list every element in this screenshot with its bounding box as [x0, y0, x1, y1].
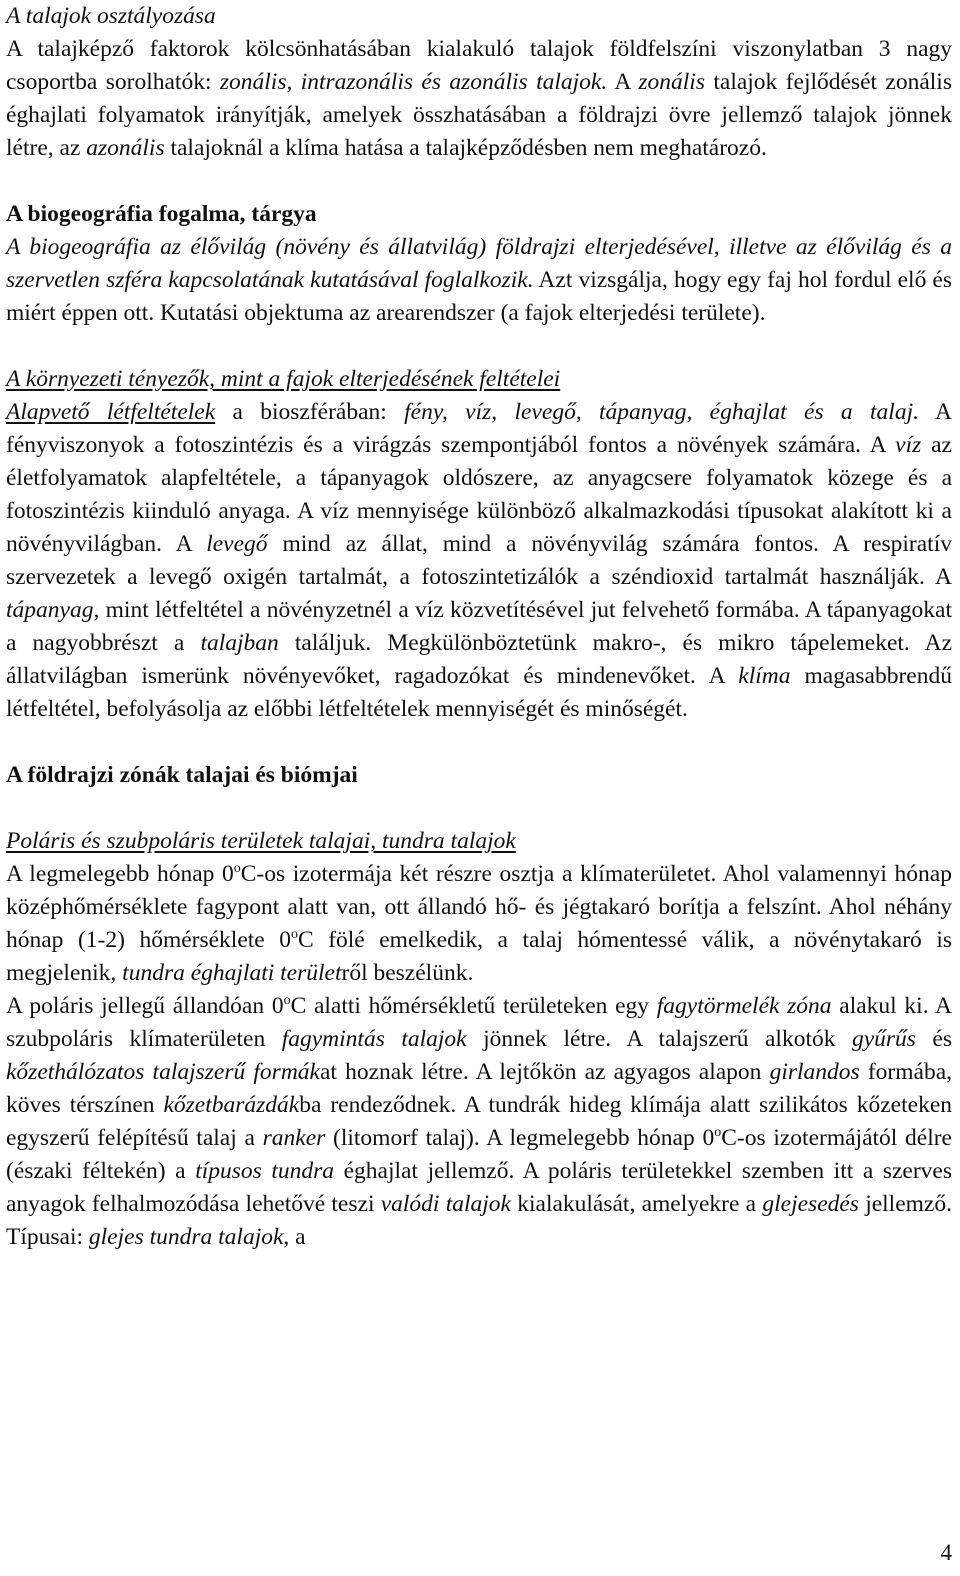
text-run: az életfolyamatok alapfeltétele, a tápanyagok oldószere, az anyagcsere folyamatok közege és a fotoszintézis kiinduló anyaga. A víz mennyisége különböző alkalmazkodási típusokat alakított ki a növényvilágban. A	[6, 432, 952, 557]
text-run: C fölé emelkedik, a talaj hómentessé válik, a növénytakaró is megjelenik,	[6, 927, 952, 986]
text-run: (litomorf talaj). A legmelegebb hónap 0	[325, 1125, 715, 1151]
text-run-italic: fagymintás talajok	[281, 1026, 467, 1052]
section-title-environmental-factors	[6, 363, 952, 396]
section-title-soil-classification: A talajok osztályozása	[6, 3, 216, 29]
text-run: C-os izotermájától délre (északi féltekén) a	[6, 1125, 952, 1184]
text-run: találjuk. Megkülönböztetünk makro-, és mikro tápelemeket. Az állatvilágban ismerünk növényevőket, ragadozókat és mindenevőket. A	[6, 630, 952, 689]
degree-superscript: o	[233, 861, 241, 877]
degree-superscript: o	[283, 993, 291, 1009]
text-run-italic: glejesedés	[762, 1191, 859, 1217]
text-run: C alatti hőmérsékletű területeken egy	[290, 993, 657, 1019]
paragraph-polar-soils-2	[6, 990, 952, 1254]
text-run: jellemző. Típusai:	[6, 1191, 952, 1250]
degree-superscript: o	[291, 927, 298, 943]
text-run: alakul ki. A szubpoláris klímaterületen	[6, 993, 952, 1052]
text-run-italic: zonális, intrazonális és azonális talajok.	[219, 69, 608, 95]
text-run: mint létfeltétel a növényzetnél a víz közvetítésével jut felvehető formába. A tápanyagokat a nagyobbrészt a	[6, 597, 952, 656]
text-run: Azt vizsgálja, hogy egy faj hol fordul elő és miért éppen ott. Kutatási objektuma az arearendszer (a fajok elterjedési területe).	[6, 267, 952, 326]
text-run: A	[607, 69, 639, 95]
text-run-italic: típusos tundra	[195, 1158, 335, 1184]
spacer	[6, 330, 952, 363]
text-run-italic: Alapvető létfeltételek	[6, 399, 216, 425]
text-run: A fényviszonyok a fotoszintézis és a virágzás szempontjából fontos a növények számára. A	[6, 399, 952, 458]
document-page	[6, 0, 952, 1254]
text-run: formába, köves térszínen	[6, 1059, 953, 1118]
section-title-biogeography: A biogeográfia fogalma, tárgya	[6, 201, 317, 227]
text-run: C-os izotermája két részre osztja a klímaterületet. Ahol valamennyi hónap középhőmérséklete fagypont alatt van, ott állandó hő- és jégtakaró borítja a felszínt. Ahol néhány hónap (1-2) hőmérséklete 0	[6, 861, 952, 953]
text-run: ről beszélünk.	[341, 960, 474, 986]
paragraph-biogeography	[6, 231, 952, 330]
degree-superscript: o	[714, 1125, 722, 1141]
text-run-italic: klíma	[738, 663, 791, 689]
text-run-italic: tundra éghajlati terület	[122, 960, 342, 986]
text-run-italic: kőzethálózatos talajszerű formák	[6, 1059, 320, 1085]
text-run-italic: ranker	[262, 1125, 326, 1151]
paragraph-soil-classification	[6, 33, 952, 165]
text-run: A poláris jellegű állandóan 0	[6, 993, 284, 1019]
text-run-italic: víz	[895, 432, 922, 458]
paragraph-polar-soils-1	[6, 858, 952, 990]
text-run-italic: fagytörmelék zóna	[656, 993, 832, 1019]
text-run-italic: zonális	[638, 69, 705, 95]
text-run-italic: tápanyag,	[6, 597, 100, 623]
text-run: magasabbrendű létfeltétel, befolyásolja az előbbi létfeltételek mennyiségét és minőségét.	[6, 663, 952, 722]
spacer	[6, 726, 952, 759]
text-run: A talajképző faktorok kölcsönhatásában kialakuló talajok földfelszíni viszonylatban 3 nagy csoportba sorolhatók:	[6, 36, 952, 95]
text-run: talajoknál a klíma hatása a talajképződésben nem meghatározó.	[164, 135, 767, 161]
underlined-title: Poláris és szubpoláris területek talajai, tundra talajok	[6, 828, 516, 854]
text-run-italic: girlandos	[769, 1059, 860, 1085]
text-run: kialakulását, amelyekre a	[510, 1191, 763, 1217]
section-title-geographic-zones: A földrajzi zónák talajai és biómjai	[6, 762, 358, 788]
text-run-italic: valódi talajok	[380, 1191, 511, 1217]
text-run-italic: gyűrűs	[851, 1026, 916, 1052]
text-run-italic: kőzetbarázdák	[163, 1092, 300, 1118]
text-run: a bioszférában:	[215, 399, 405, 425]
text-run-italic: levegő	[206, 531, 268, 557]
text-run: at hoznak létre. A lejtőkön az agyagos alapon	[319, 1059, 770, 1085]
text-run-italic: fény, víz, levegő, tápanyag, éghajlat és a talaj.	[404, 399, 919, 425]
text-run: mind az állat, mind a növényvilág számára fontos. A respiratív szervezetek a levegő oxigén tartalmát, a fotoszintetizálók a széndioxid tartalmát használják. A	[6, 531, 952, 590]
paragraph-environmental-factors	[6, 396, 952, 726]
text-run-italic: A biogeográfia az élővilág (növény és állatvilág) földrajzi elterjedésével, illetve az élővilág és a szervetlen szféra kapcsolatának kutatásával foglalkozik.	[6, 234, 952, 293]
text-run-italic: azonális	[86, 135, 165, 161]
text-run: ba rendeződnek. A tundrák hideg klímája alatt szilikátos kőzeteken egyszerű felépítésű talaj a	[6, 1092, 952, 1151]
text-run: éghajlat jellemző. A poláris területekkel szemben itt a szerves anyagok felhalmozódása lehetővé teszi	[6, 1158, 952, 1217]
underlined-title: A környezeti tényezők, mint a fajok elterjedésének feltételei	[6, 366, 561, 392]
section-title-polar-soils	[6, 825, 952, 858]
page-number: 4	[940, 1540, 952, 1565]
text-run: és	[915, 1026, 953, 1052]
spacer	[6, 165, 952, 198]
text-run: jönnek létre. A talajszerű alkotók	[466, 1026, 852, 1052]
text-run: , a	[283, 1224, 306, 1250]
text-run-italic: talajban	[200, 630, 279, 656]
text-run-italic: glejes tundra talajok	[88, 1224, 284, 1250]
spacer	[6, 792, 952, 825]
text-run: talajok fejlődését zonális éghajlati folyamatok irányítják, amelyek összhatásában a földrajzi övre jellemző talajok jönnek létre, az	[6, 69, 952, 161]
text-run: A legmelegebb hónap 0	[6, 861, 234, 887]
